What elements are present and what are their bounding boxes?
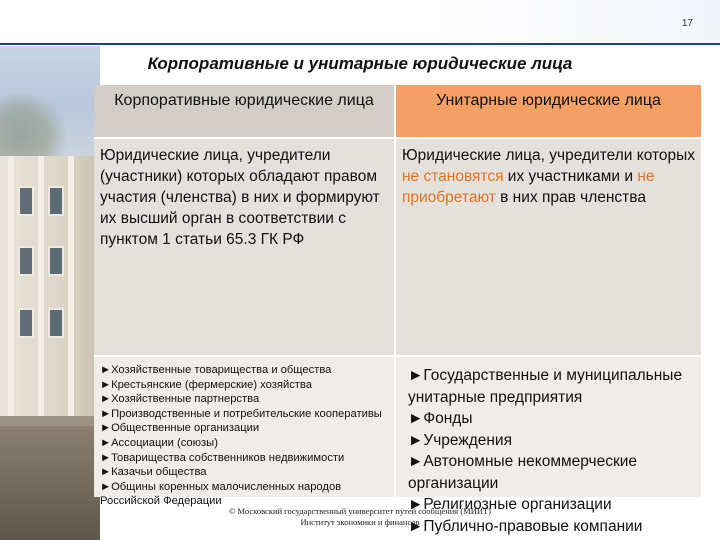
definition-unitary — [396, 139, 701, 355]
footer-copyright: © Московский государственный университет путей сообщения (МИИТ) — [228, 506, 492, 516]
list-item: ►Хозяйственные товарищества и общества — [100, 364, 332, 376]
column-divider — [394, 85, 396, 497]
photo-window — [18, 246, 34, 276]
list-item: ►Производственные и потребительские кооперативы — [100, 407, 382, 420]
definition-unitary-part3: в них прав членства — [495, 189, 646, 206]
list-unitary — [396, 357, 701, 535]
header-unitary-label: Унитарные юридические лица — [436, 92, 661, 109]
list-item: ►Публично-правовые компании — [408, 517, 643, 535]
photo-window — [48, 246, 64, 276]
list-item: ►Религиозные организации — [408, 496, 612, 513]
top-bar — [0, 0, 720, 46]
list-item: ►Общины коренных малочисленных народов Российской Федерации — [100, 480, 342, 508]
top-bar-background — [0, 0, 720, 43]
list-item: ►Государственные и муниципальные унитарные предприятия — [408, 367, 683, 406]
list-item: ►Товарищества собственников недвижимости — [100, 451, 345, 464]
photo-column — [68, 156, 74, 416]
list-item: ►Крестьянские (фермерские) хозяйства — [100, 378, 312, 391]
definition-unitary-part2: их участниками и — [503, 168, 638, 185]
list-item: ►Фонды — [408, 410, 473, 427]
slide-number: 17 — [681, 18, 693, 29]
list-corporate-items — [94, 357, 394, 509]
list-item: ►Общественные организации — [100, 422, 260, 435]
photo-window — [48, 186, 64, 216]
list-item: ►Хозяйственные партнерства — [100, 393, 260, 406]
photo-column — [8, 156, 14, 416]
header-corporate-label: Корпоративные юридические лица — [114, 92, 374, 109]
photo-window — [48, 308, 64, 338]
slide-title: Корпоративные и унитарные юридические лица — [147, 54, 573, 73]
definition-unitary-text — [396, 139, 701, 208]
list-item: ►Учреждения — [408, 431, 512, 449]
definition-unitary-part1: Юридические лица, учредители которых — [402, 147, 696, 164]
header-corporate — [94, 85, 394, 137]
list-item: ►Ассоциации (союзы) — [100, 436, 218, 449]
row-divider — [94, 137, 701, 139]
row-divider — [94, 355, 701, 357]
list-item: ►Автономные некоммерческие организации — [408, 453, 638, 492]
definition-corporate — [94, 139, 394, 355]
footer-institute: Институт экономики и финансов — [300, 517, 420, 527]
photo-window — [18, 186, 34, 216]
photo-column — [38, 156, 44, 416]
list-corporate — [94, 357, 394, 508]
top-divider-line — [0, 43, 720, 45]
photo-window — [18, 308, 34, 338]
definition-unitary-highlight1: не становятся — [402, 168, 504, 185]
footer — [0, 506, 720, 528]
definition-unitary-highlight2: не приобретают — [402, 168, 655, 206]
definition-corporate-text: Юридические лица, учредители (участники) которых обладают правом участия (членства) в них и формируют их высший орган в соответствии с пунктом 1 статьи 65.3 ГК РФ — [100, 147, 380, 248]
header-unitary — [396, 85, 701, 137]
background-building-photo — [0, 46, 100, 540]
list-item: ►Казачьи общества — [100, 466, 207, 479]
